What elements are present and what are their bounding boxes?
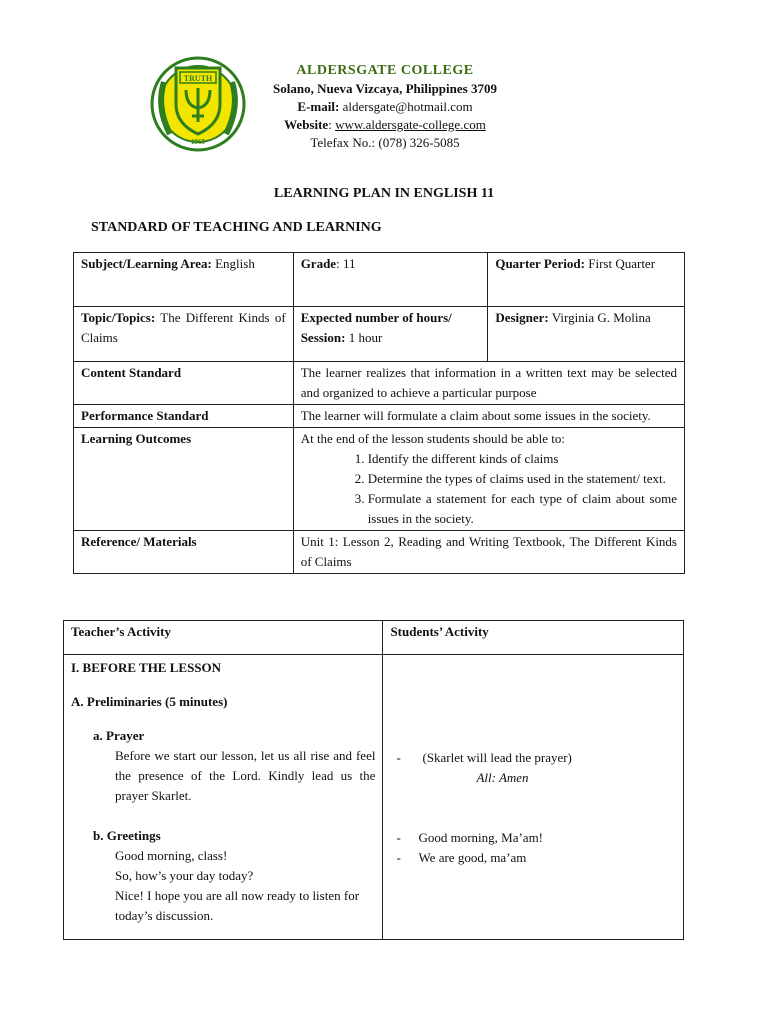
college-address: Solano, Nueva Vizcaya, Philippines 3709 <box>273 81 497 96</box>
website-link[interactable]: www.aldersgate-college.com <box>335 117 486 132</box>
student-greeting-line <box>390 848 676 868</box>
teacher-activity-cell <box>64 655 383 940</box>
student-activity-header: Students’ Activity <box>383 621 684 655</box>
performance-standard-value: The learner will formulate a claim about some issues in the society. <box>293 405 684 428</box>
student-greeting-text: Good morning, Ma’am! <box>418 830 544 845</box>
greetings-heading: b. Greetings <box>93 828 161 843</box>
learning-outcomes-label: Learning Outcomes <box>74 428 294 531</box>
hours-cell <box>293 307 488 362</box>
quarter-cell <box>488 253 685 307</box>
prayer-heading: a. Prayer <box>93 728 145 743</box>
student-activity-cell <box>383 655 684 940</box>
standards-table <box>73 252 685 574</box>
outcomes-intro: At the end of the lesson students should be able to: <box>300 431 565 446</box>
website-line: Website: www.aldersgate-college.com <box>284 117 486 132</box>
section-before-lesson: I. BEFORE THE LESSON <box>71 660 222 675</box>
content-standard-value: The learner realizes that information in a written text may be selected and organized to achieve a particular purpose <box>293 362 684 405</box>
college-seal-logo <box>150 52 246 152</box>
designer-value: Virginia G. Molina <box>551 310 651 325</box>
topic-cell <box>74 307 294 362</box>
subject-cell <box>74 253 294 307</box>
designer-label: Designer: <box>495 310 549 325</box>
website-label: Website <box>284 117 329 132</box>
outcome-item: 3. Formulate a statement for each type of claim about some issues in the society. <box>368 489 677 529</box>
prayer-text: Before we start our lesson, let us all rise and feel the presence of the Lord. Kindly lead us the prayer Skarlet. <box>115 748 376 803</box>
quarter-value: First Quarter <box>588 256 656 271</box>
greetings-line: Nice! I hope you are all now ready to listen for today’s discussion. <box>115 888 360 923</box>
grade-label: Grade <box>300 256 337 271</box>
prayer-block <box>71 726 375 806</box>
grade-cell <box>293 253 488 307</box>
student-greeting-line <box>390 828 676 848</box>
student-prayer-text: (Skarlet will lead the prayer) <box>422 750 572 765</box>
outcome-item: 1. Identify the different kinds of claims <box>368 449 677 469</box>
outcome-item: 2. Determine the types of claims used in the statement/ text. <box>368 469 677 489</box>
hours-label: Expected number of hours/ Session: <box>300 310 452 345</box>
outcomes-list <box>301 449 677 529</box>
email-label: E-mail: <box>297 99 340 114</box>
content-standard-label: Content Standard <box>74 362 294 405</box>
dash-bullet: - <box>396 750 401 765</box>
student-amen: All: Amen <box>476 770 529 785</box>
dash-bullet: - <box>396 830 401 845</box>
grade-value: : 11 <box>336 256 356 271</box>
greetings-line: Good morning, class! <box>115 848 228 863</box>
preliminaries-heading: A. Preliminaries (5 minutes) <box>71 694 228 709</box>
svg-text:TRUTH: TRUTH <box>183 74 213 83</box>
subject-value: English <box>215 256 255 271</box>
performance-standard-label: Performance Standard <box>74 405 294 428</box>
quarter-label: Quarter Period: <box>495 256 585 271</box>
designer-cell <box>488 307 685 362</box>
reference-label: Reference/ Materials <box>74 531 294 574</box>
topic-value: The Different Kinds of Claims <box>81 310 286 345</box>
student-greeting-text: We are good, ma’am <box>418 850 527 865</box>
telefax-line: Telefax No.: (078) 326-5085 <box>310 135 460 150</box>
reference-value: Unit 1: Lesson 2, Reading and Writing Textbook, The Different Kinds of Claims <box>293 531 684 574</box>
hours-value: 1 hour <box>348 330 383 345</box>
student-prayer-line <box>390 748 676 768</box>
greetings-line: So, how’s your day today? <box>115 868 254 883</box>
greetings-block <box>71 826 375 926</box>
topic-label: Topic/Topics: <box>81 310 156 325</box>
teacher-activity-header: Teacher’s Activity <box>64 621 383 655</box>
email-value: aldersgate@hotmail.com <box>342 99 473 114</box>
svg-text:1965: 1965 <box>191 138 205 146</box>
document-title: LEARNING PLAN IN ENGLISH 11 <box>273 186 495 201</box>
section-heading: STANDARD OF TEACHING AND LEARNING <box>91 220 382 235</box>
activity-table <box>63 620 684 940</box>
learning-outcomes-cell <box>293 428 684 531</box>
college-name: ALDERSGATE COLLEGE <box>296 63 474 78</box>
subject-label: Subject/Learning Area: <box>81 256 212 271</box>
letterhead <box>250 62 520 152</box>
dash-bullet: - <box>396 850 401 865</box>
email-line <box>250 98 520 116</box>
